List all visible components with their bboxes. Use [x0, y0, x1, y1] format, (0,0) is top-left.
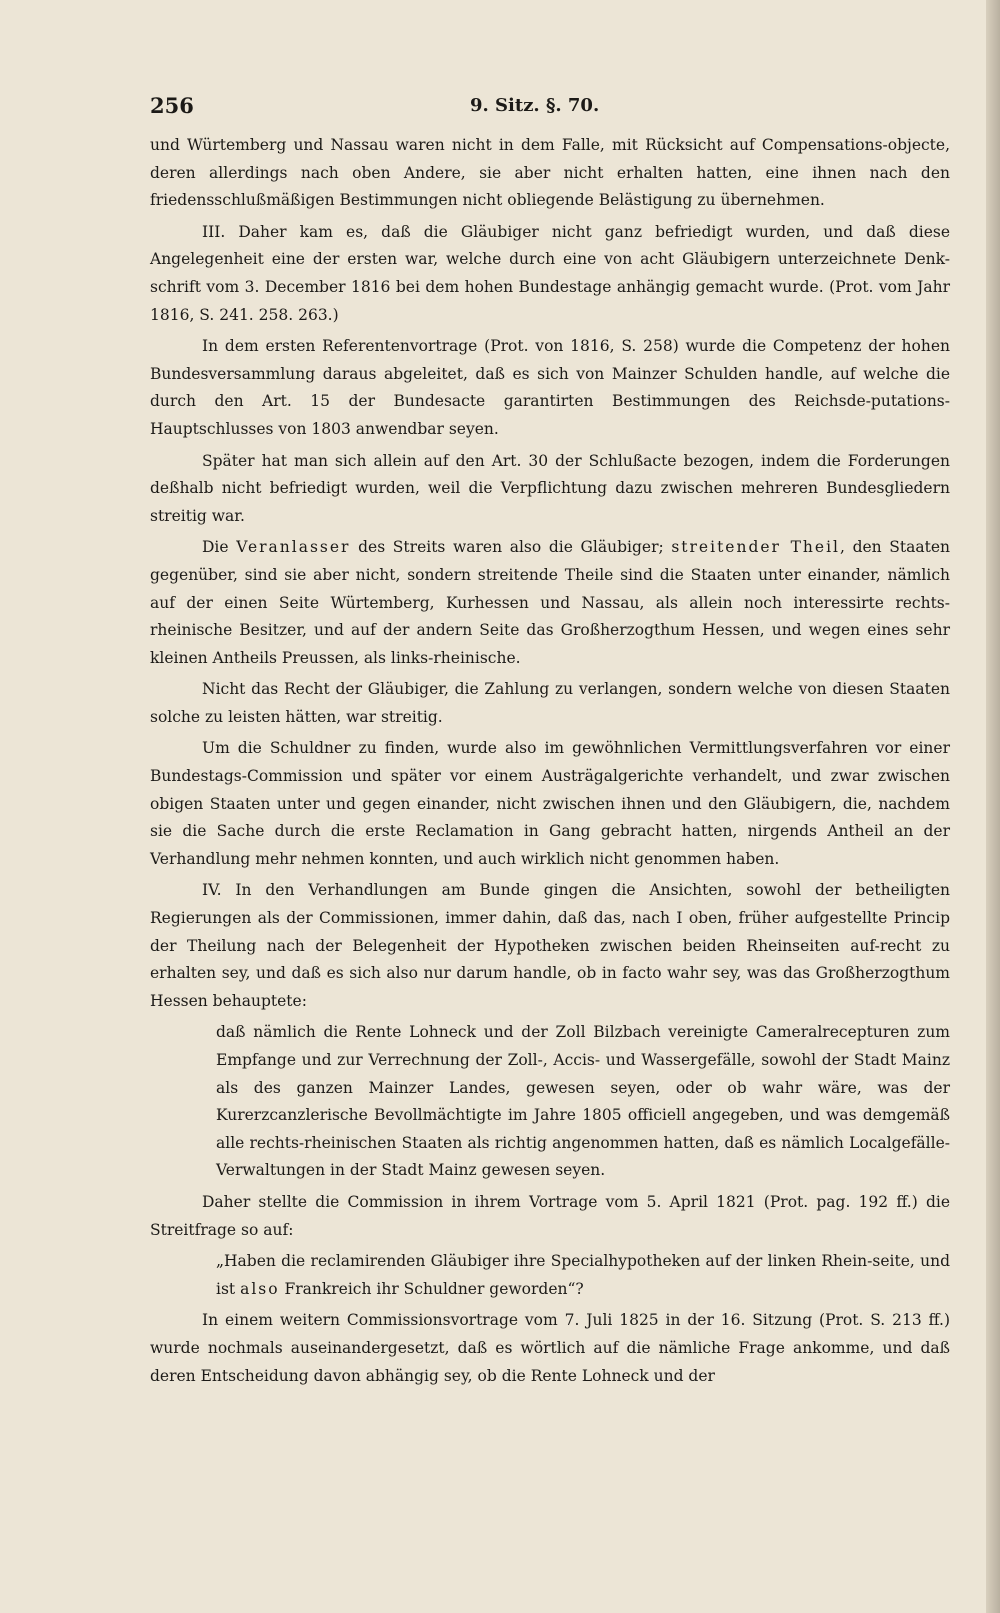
- text-run: „Haben die reclamirenden Gläubiger ihre Specialhypotheken auf der linken Rhein-seite, und ist: [216, 1252, 950, 1298]
- paragraph-recht: Nicht das Recht der Gläubiger, die Zahlung zu verlangen, sondern welche von diesen Staaten solche zu leisten hätten, war streitig.: [150, 680, 950, 726]
- paragraph-referent-report: In dem ersten Referentenvortrage (Prot. von 1816, S. 258) wurde die Competenz der hohen Bundesversammlung daraus abgeleitet, daß es sich von Mainzer Schulden handle, auf welche die durch den Art. 15 der Bundesacte garantirten Bestimmungen des Reichsde-putations-Hauptschlusses von 1803 anwendbar seyen.: [150, 337, 950, 438]
- paragraph-section-iii: III. Daher kam es, daß die Gläubiger nicht ganz befriedigt wurden, und daß diese Angelegenheit eine der ersten war, welche durch eine von acht Gläubigern unterzeichnete Denk-schrift vom 3. December 1816 bei dem hohen Bundestage anhängig gemacht wurde. (Prot. vom Jahr 1816, S. 241. 258. 263.): [150, 222, 950, 324]
- running-head: 9. Sitz. §. 70.: [470, 95, 600, 116]
- spaced-term-streitender-theil: streitender Theil: [671, 538, 841, 557]
- text-run: Die: [202, 538, 237, 557]
- spaced-term-also: also: [240, 1279, 280, 1298]
- paragraph-further-report: In einem weitern Commissionsvortrage vom 7. Juli 1825 in der 16. Sitzung (Prot. S. 213 ff.) wurde nochmals auseinandergesetzt, daß es wörtlich auf die nämliche Frage ankomme, und daß deren Entscheidung davon abhängig sey, ob die Rente Lohneck und der: [150, 1311, 950, 1385]
- paragraph-veranlasser: [150, 534, 950, 672]
- paragraph-section-iv: IV. In den Verhandlungen am Bunde gingen die Ansichten, sowohl der betheiligten Regierungen als der Commissionen, immer dahin, daß das, nach I oben, früher aufgestellte Princip der Theilung nach der Belegenheit der Hypotheken zwischen beiden Rheinseiten auf-recht zu erhalten sey, und daß es sich also nur darum handle, ob in facto wahr sey, was das Großherzogthum Hessen behauptete:: [150, 881, 950, 1010]
- text-run: , den Staaten gegenüber, sind sie aber nicht, sondern streitende Theile sind die Staaten unter einander, nämlich auf der einen Seite Würtemberg, Kurhessen und Nassau, als allein noch interessirte rechts-rheinische Besitzer, und auf der andern Seite das Großherzogthum Hessen, und wegen eines sehr kleinen Antheils Preussen, als links-rheinische.: [150, 538, 951, 667]
- page-content: [150, 92, 950, 1394]
- paragraph-commission: Daher stellte die Commission in ihrem Vortrage vom 5. April 1821 (Prot. pag. 192 ff.) die Streitfrage so auf:: [150, 1192, 950, 1239]
- page-header: [150, 92, 950, 132]
- paragraph-1: und Würtemberg und Nassau waren nicht in dem Falle, mit Rücksicht auf Compensations-objecte, deren allerdings nach oben Andere, sie aber nicht erhalten hatten, eine ihnen nach den friedensschlußmäßigen Bestimmungen nicht obliegende Belästigung zu übernehmen.: [150, 136, 950, 210]
- text-run: des Streits waren also die Gläubiger;: [350, 538, 672, 557]
- page-edge: [986, 0, 1000, 1613]
- text-run: Frankreich ihr Schuldner geworden“?: [279, 1279, 584, 1298]
- page-number: 256: [150, 93, 194, 118]
- quoted-question: [216, 1248, 950, 1303]
- paragraph-schuldner: Um die Schuldner zu finden, wurde also im gewöhnlichen Vermittlungsverfahren vor einer Bundestags-Commission und später vor einem Austrägalgerichte verhandelt, und zwar zwischen obigen Staaten unter und gegen einander, nicht zwischen ihnen und den Gläubigern, die, nachdem sie die Sache durch die erste Reclamation in Gang gebracht hatten, nirgends Antheil an der Verhandlung mehr nehmen konnten, und auch wirklich nicht genommen haben.: [150, 739, 950, 868]
- quoted-claim: daß nämlich die Rente Lohneck und der Zoll Bilzbach vereinigte Cameralrecepturen zum Empfange und zur Verrechnung der Zoll-, Accis- und Wassergefälle, sowohl der Stadt Mainz als des ganzen Mainzer Landes, gewesen seyen, oder ob wahr wäre, was der Kurerzcanzlerische Bevollmächtigte im Jahre 1805 officiell angegeben, und was demgemäß alle rechts-rheinischen Staaten als richtig angenommen hatten, daß es nämlich Localgefälle-Verwaltungen in der Stadt Mainz gewesen seyen.: [216, 1023, 950, 1180]
- spaced-term-veranlasser: Veranlasser: [236, 538, 351, 557]
- paragraph-schlussacte: Später hat man sich allein auf den Art. 30 der Schlußacte bezogen, indem die Forderungen deßhalb nicht befriedigt wurden, weil die Verpflichtung dazu zwischen mehreren Bundesgliedern streitig war.: [150, 451, 950, 525]
